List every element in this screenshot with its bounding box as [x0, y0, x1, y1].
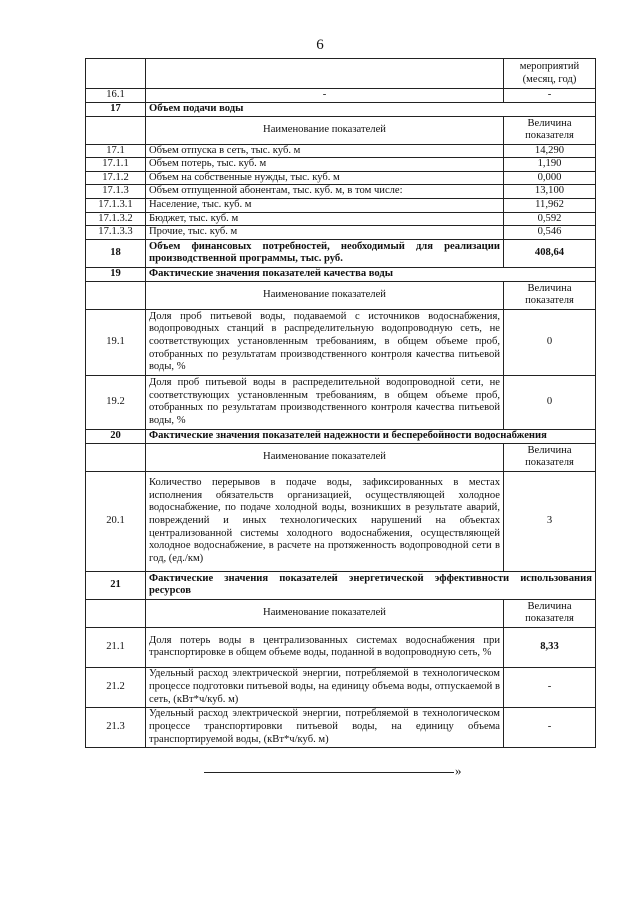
row-number: 17.1.2	[86, 171, 146, 185]
row-name: Объем отпущенной абонентам, тыс. куб. м, в том числе:	[146, 185, 504, 199]
header-row	[86, 443, 596, 471]
row-number: 17.1	[86, 144, 146, 158]
row-value: 3	[504, 471, 596, 571]
row-name: Объем потерь, тыс. куб. м	[146, 158, 504, 172]
row-name: -	[146, 89, 504, 103]
row-number: 16.1	[86, 89, 146, 103]
row-value: 0,000	[504, 171, 596, 185]
row-value: -	[504, 667, 596, 707]
header-row	[86, 599, 596, 627]
table-row	[86, 158, 596, 172]
row-name: Удельный расход электрической энергии, потребляемой в технологическом процессе подготовки питьевой воды, на единицу объема воды, отпускаемой в сеть, (кВт*ч/куб. м)	[146, 667, 504, 707]
column-header-name: Наименование показателей	[146, 116, 504, 144]
row-value: 13,100	[504, 185, 596, 199]
row-name: Количество перерывов в подаче воды, зафиксированных в местах исполнения обязательств организацией, осуществляющей холодное водоснабжение, по подаче холодной воды, возникших в результате аварий, повреждений и иных технологических нарушений на объектах централизованной системы холодного водоснабжения, осуществляющей холодное водоснабжение, в расчете на протяженность водопроводной сети в год, (ед./км)	[146, 471, 504, 571]
column-header-value: Величина показателя	[504, 599, 596, 627]
section-title: Фактические значения показателей качества воды	[146, 267, 596, 281]
indicators-table	[85, 58, 596, 748]
table-row	[86, 59, 596, 89]
row-number: 19.2	[86, 375, 146, 429]
section-title: Объем финансовых потребностей, необходимый для реализации производственной программы, тыс. руб.	[146, 239, 504, 267]
column-header-value: Величина показателя	[504, 116, 596, 144]
table-row	[86, 375, 596, 429]
row-number: 17.1.3.3	[86, 226, 146, 240]
column-header-value: Величина показателя	[504, 281, 596, 309]
section-row	[86, 571, 596, 599]
header-row	[86, 281, 596, 309]
section-number: 17	[86, 102, 146, 116]
row-value: мероприятий (месяц, год)	[504, 59, 596, 89]
row-name	[146, 59, 504, 89]
table-row	[86, 144, 596, 158]
section-number: 21	[86, 571, 146, 599]
column-header-name: Наименование показателей	[146, 599, 504, 627]
row-value: 11,962	[504, 198, 596, 212]
row-number	[86, 59, 146, 89]
section-row	[86, 429, 596, 443]
row-number: 19.1	[86, 309, 146, 375]
row-name: Доля потерь воды в централизованных системах водоснабжения при транспортировке в общем объеме воды, поданной в водопроводную сеть, %	[146, 627, 504, 667]
table-row	[86, 471, 596, 571]
table-row	[86, 667, 596, 707]
table-row	[86, 198, 596, 212]
row-name: Население, тыс. куб. м	[146, 198, 504, 212]
row-value: -	[504, 89, 596, 103]
section-row	[86, 239, 596, 267]
column-header-name: Наименование показателей	[146, 443, 504, 471]
table-row	[86, 309, 596, 375]
row-name: Бюджет, тыс. куб. м	[146, 212, 504, 226]
row-value: 14,290	[504, 144, 596, 158]
row-value: 0	[504, 375, 596, 429]
row-value: 0	[504, 309, 596, 375]
row-number: 17.1.1	[86, 158, 146, 172]
row-value: 8,33	[504, 627, 596, 667]
header-row	[86, 116, 596, 144]
table-row	[86, 212, 596, 226]
section-number: 20	[86, 429, 146, 443]
row-number: 21.3	[86, 707, 146, 747]
row-value: 1,190	[504, 158, 596, 172]
row-name: Объем на собственные нужды, тыс. куб. м	[146, 171, 504, 185]
row-value: 0,546	[504, 226, 596, 240]
table-row	[86, 185, 596, 199]
section-row	[86, 267, 596, 281]
row-number: 21.1	[86, 627, 146, 667]
row-number: 17.1.3	[86, 185, 146, 199]
section-title: Объем подачи воды	[146, 102, 596, 116]
table-row	[86, 707, 596, 747]
row-name: Удельный расход электрической энергии, потребляемой в технологическом процессе транспортировки питьевой воды, на единицу объема транспортируемой воды, (кВт*ч/куб. м)	[146, 707, 504, 747]
section-number: 19	[86, 267, 146, 281]
column-header-value: Величина показателя	[504, 443, 596, 471]
signature-line	[204, 772, 454, 773]
table-row	[86, 171, 596, 185]
closing-quote: »	[455, 763, 462, 778]
row-number: 21.2	[86, 667, 146, 707]
row-name: Прочие, тыс. куб. м	[146, 226, 504, 240]
column-header-name: Наименование показателей	[146, 281, 504, 309]
row-number: 20.1	[86, 471, 146, 571]
section-title: Фактические значения показателей энергетической эффективности использования ресурсов	[146, 571, 596, 599]
table-row	[86, 226, 596, 240]
row-number: 17.1.3.1	[86, 198, 146, 212]
section-row	[86, 102, 596, 116]
section-title: Фактические значения показателей надежности и бесперебойности водоснабжения	[146, 429, 596, 443]
row-name: Доля проб питьевой воды, подаваемой с источников водоснабжения, водопроводных станций в распределительную водопроводную сеть, не соответствующих установленным требованиям, в общем объеме проб, отобранных по результатам производственного контроля качества питьевой воды, %	[146, 309, 504, 375]
row-name: Доля проб питьевой воды в распределительной водопроводной сети, не соответствующих установленным требованиям, в общем объеме проб, отобранных по результатам производственного контроля качества питьевой воды, %	[146, 375, 504, 429]
section-number: 18	[86, 239, 146, 267]
page-number: 6	[316, 37, 324, 53]
row-value: -	[504, 707, 596, 747]
row-value: 0,592	[504, 212, 596, 226]
row-name: Объем отпуска в сеть, тыс. куб. м	[146, 144, 504, 158]
row-number: 17.1.3.2	[86, 212, 146, 226]
table-row	[86, 627, 596, 667]
table-row	[86, 89, 596, 103]
section-value: 408,64	[504, 239, 596, 267]
